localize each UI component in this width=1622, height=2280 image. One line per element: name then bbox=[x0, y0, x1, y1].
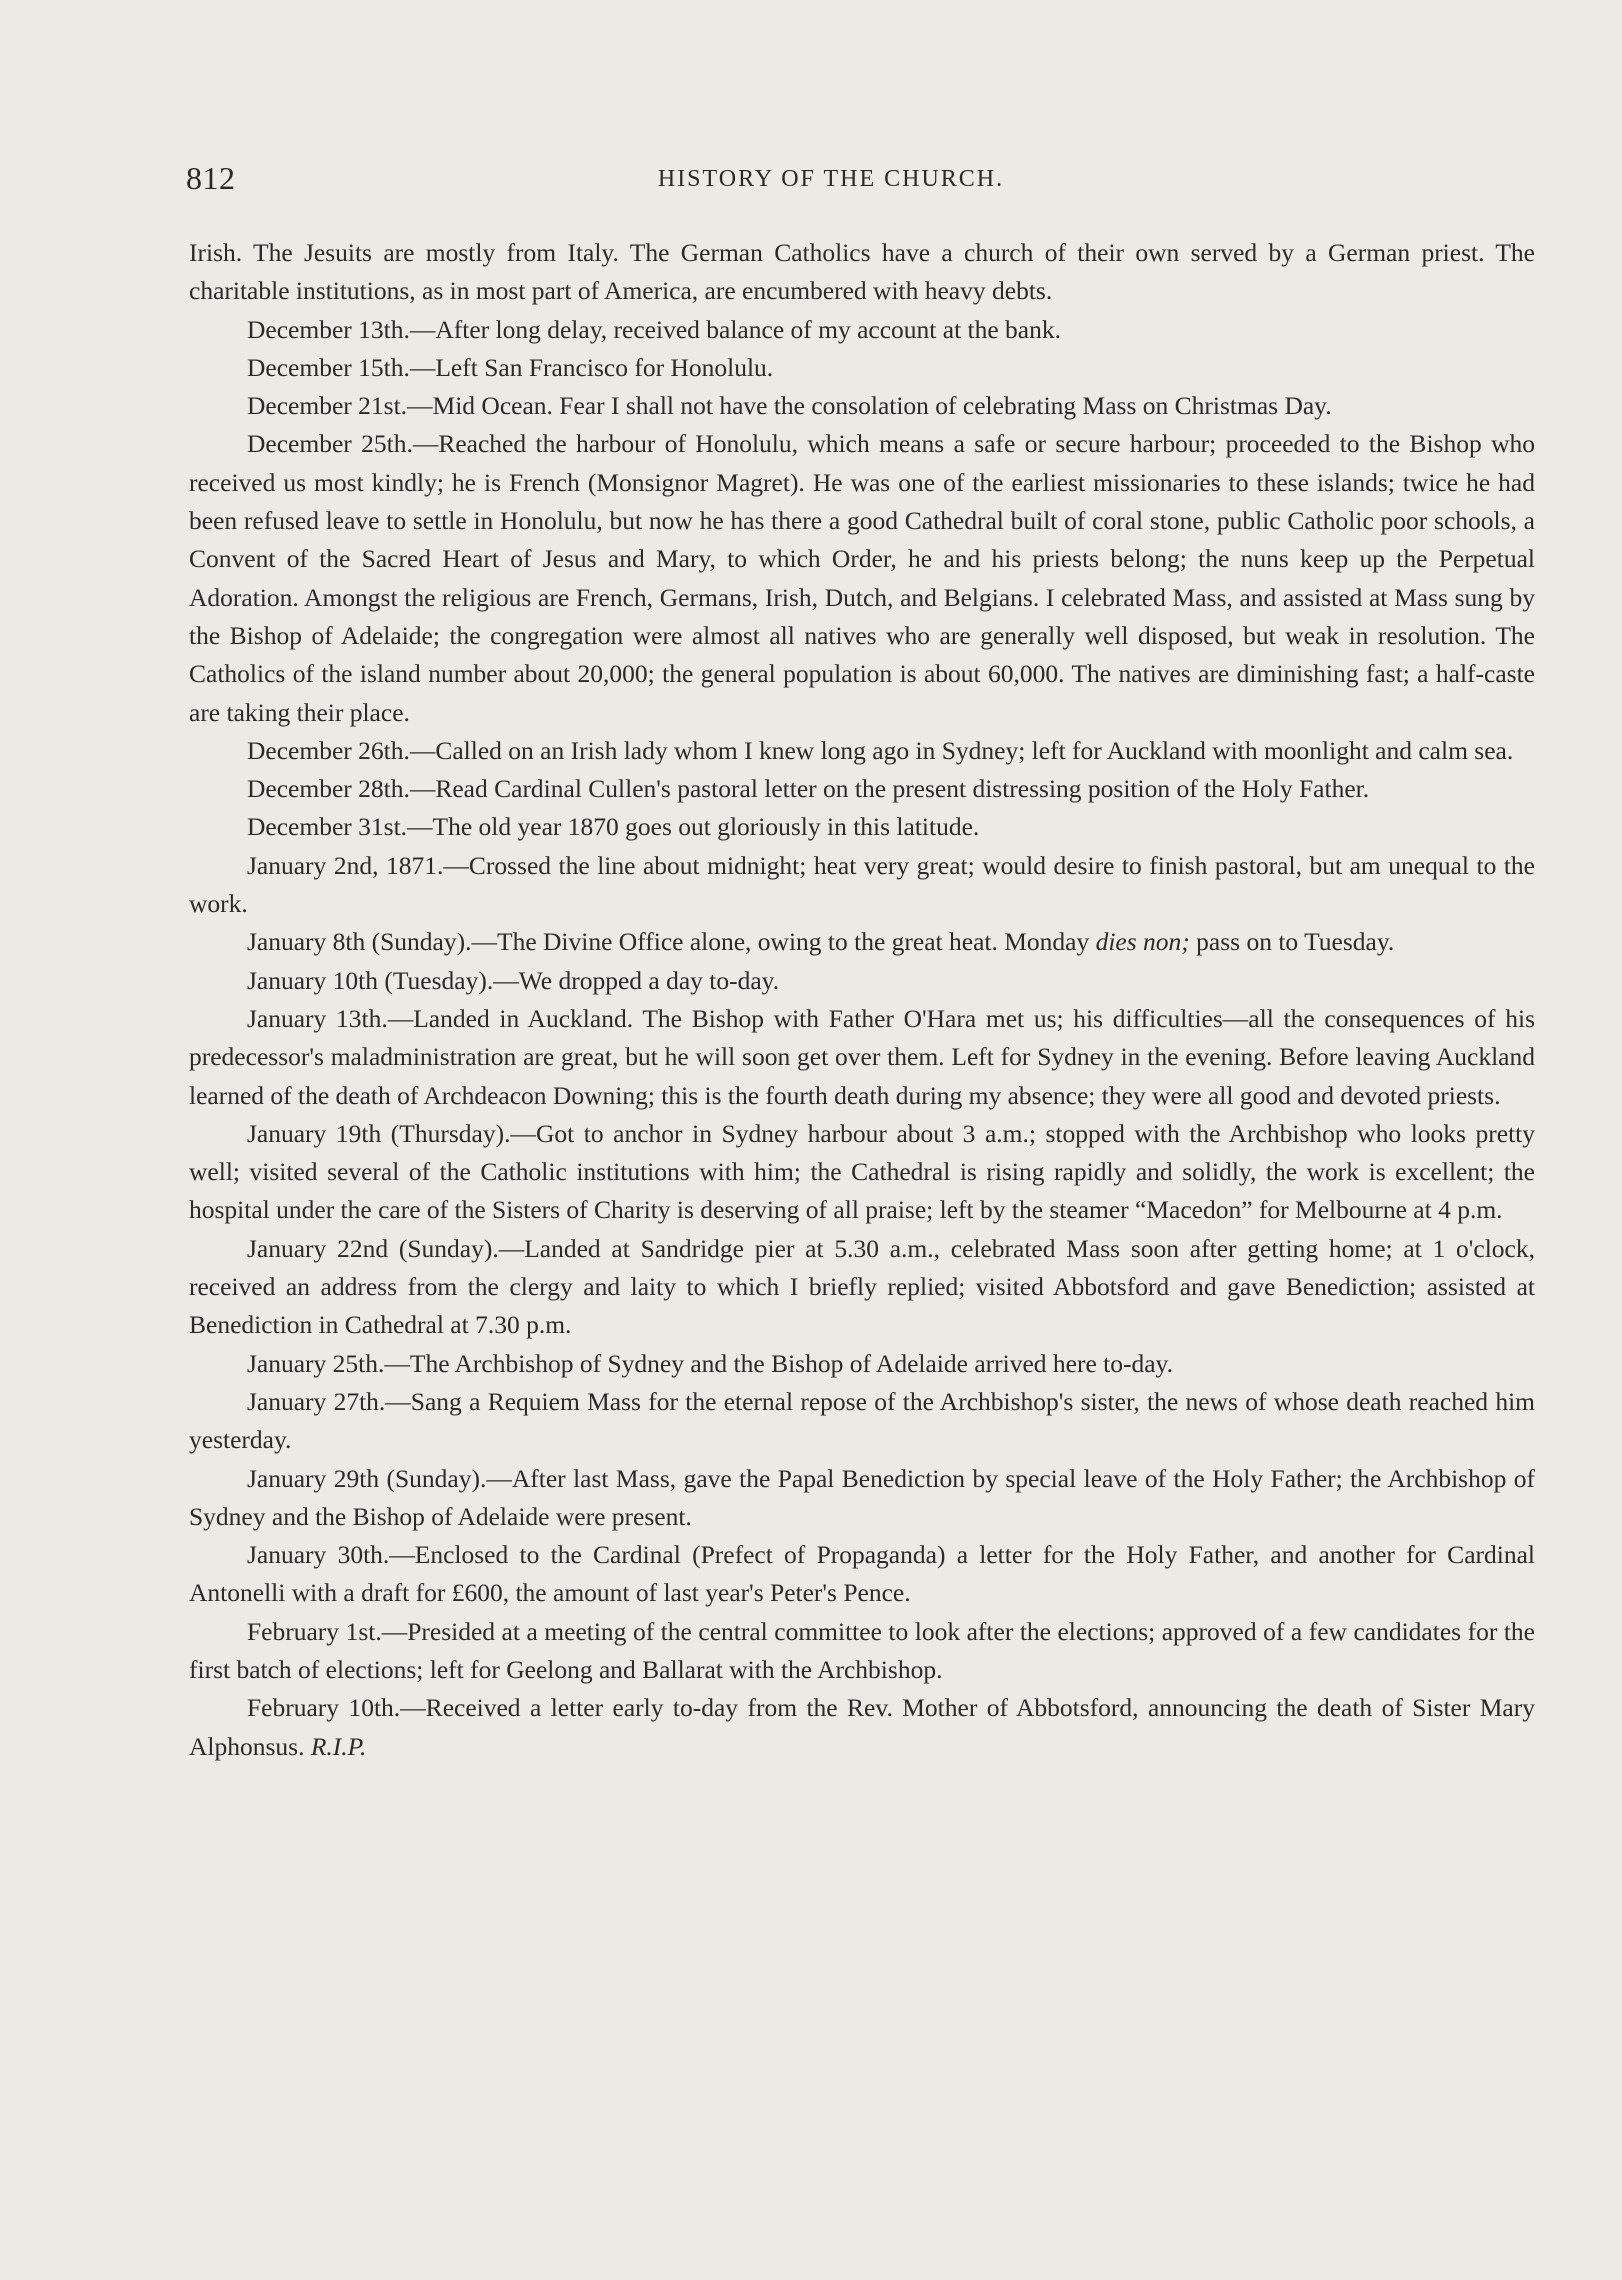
diary-entry-dec-28: December 28th.—Read Cardinal Cullen's pastoral letter on the present distressing position of the Holy Father. bbox=[247, 774, 1370, 804]
paragraph-continuation: Irish. The Jesuits are mostly from Italy. The German Catholics have a church of their own served by a German priest. The charitable institutions, as in most part of America, are encumbered with heavy debts. bbox=[189, 238, 1535, 306]
diary-entry-jan-10: January 10th (Tuesday).—We dropped a day to-day. bbox=[247, 965, 780, 995]
body-text bbox=[189, 234, 1535, 1766]
diary-entry-jan-19: January 19th (Thursday).—Got to anchor in Sydney harbour about 3 a.m.; stopped with the Archbishop who looks pretty well; visited several of the Catholic institutions with him; the Cathedral is rising rapidly and solidly, the work is excellent; the hospital under the care of the Sisters of Charity is deserving of all praise; left by the steamer “Macedon” for Melbourne at 4 p.m. bbox=[189, 1118, 1535, 1225]
diary-entry-jan-22: January 22nd (Sunday).—Landed at Sandridge pier at 5.30 a.m., celebrated Mass soon after getting home; at 1 o'clock, received an address from the clergy and laity to which I briefly replied; visited Abbotsford and gave Benediction; assisted at Benediction in Cathedral at 7.30 p.m. bbox=[189, 1233, 1535, 1340]
diary-entry-feb-10 bbox=[189, 1689, 1535, 1766]
diary-entry-dec-26: December 26th.—Called on an Irish lady whom I knew long ago in Sydney; left for Auckland with moonlight and calm sea. bbox=[247, 735, 1514, 765]
page-header bbox=[186, 160, 1536, 204]
diary-entry-jan-8 bbox=[189, 923, 1535, 961]
running-head: HISTORY OF THE CHURCH. bbox=[657, 166, 1005, 192]
diary-entry-jan-30: January 30th.—Enclosed to the Cardinal (Prefect of Propaganda) a letter for the Holy Father, and another for Cardinal Antonelli with a draft for £600, the amount of last year's Peter's Pence. bbox=[189, 1540, 1535, 1608]
diary-entry-dec-25: December 25th.—Reached the harbour of Honolulu, which means a safe or secure harbour; proceeded to the Bishop who received us most kindly; he is French (Monsignor Magret). He was one of the earliest missionaries to these islands; twice he had been refused leave to settle in Honolulu, but now he has there a good Cathedral built of coral stone, public Catholic poor schools, a Convent of the Sacred Heart of Jesus and Mary, to which Order, he and his priests belong; the nuns keep up the Perpetual Adoration. Amongst the religious are French, Germans, Irish, Dutch, and Belgians. I celebrated Mass, and assisted at Mass sung by the Bishop of Adelaide; the congregation were almost all natives who are generally well disposed, but weak in resolution. The Catholics of the island number about 20,000; the general population is about 60,000. The natives are diminishing fast; a half-caste are taking their place. bbox=[189, 429, 1535, 727]
diary-entry-jan-29: January 29th (Sunday).—After last Mass, gave the Papal Benediction by special leave of the Holy Father; the Archbishop of Sydney and the Bishop of Adelaide were present. bbox=[189, 1463, 1535, 1531]
diary-entry-feb-1: February 1st.—Presided at a meeting of the central committee to look after the elections; approved of a few candidates for the first batch of elections; left for Geelong and Ballarat with the Archbishop. bbox=[189, 1616, 1535, 1684]
italic-phrase: dies non; bbox=[1095, 927, 1190, 957]
italic-phrase: R.I.P. bbox=[310, 1731, 367, 1761]
diary-entry-dec-31: December 31st.—The old year 1870 goes out gloriously in this latitude. bbox=[247, 812, 980, 842]
diary-entry-jan-27: January 27th.—Sang a Requiem Mass for the eternal repose of the Archbishop's sister, the news of whose death reached him yesterday. bbox=[189, 1386, 1535, 1455]
diary-entry-jan-25: January 25th.—The Archbishop of Sydney and the Bishop of Adelaide arrived here to-day. bbox=[247, 1348, 1174, 1378]
entry-text: pass on to Tuesday. bbox=[1189, 927, 1395, 957]
diary-entry-dec-13: December 13th.—After long delay, received balance of my account at the bank. bbox=[247, 314, 1061, 344]
diary-entry-jan-2: January 2nd, 1871.—Crossed the line about midnight; heat very great; would desire to finish pastoral, but am unequal to the work. bbox=[189, 850, 1535, 919]
diary-entry-dec-21: December 21st.—Mid Ocean. Fear I shall not have the consolation of celebrating Mass on Christmas Day. bbox=[247, 391, 1332, 421]
entry-text: February 10th.—Received a letter early to-day from the Rev. Mother of Abbotsford, announcing the death of Sister Mary Alphonsus. bbox=[189, 1693, 1535, 1761]
entry-text: January 8th (Sunday).—The Divine Office alone, owing to the great heat. Monday bbox=[247, 927, 1096, 957]
diary-entry-dec-15: December 15th.—Left San Francisco for Honolulu. bbox=[247, 352, 774, 382]
page-number: 812 bbox=[186, 160, 236, 196]
diary-entry-jan-13: January 13th.—Landed in Auckland. The Bishop with Father O'Hara met us; his difficulties—all the consequences of his predecessor's maladministration are great, but he will soon get over them. Left for Sydney in the evening. Before leaving Auckland learned of the death of Archdeacon Downing; this is the fourth death during my absence; they were all good and devoted priests. bbox=[189, 1003, 1535, 1110]
